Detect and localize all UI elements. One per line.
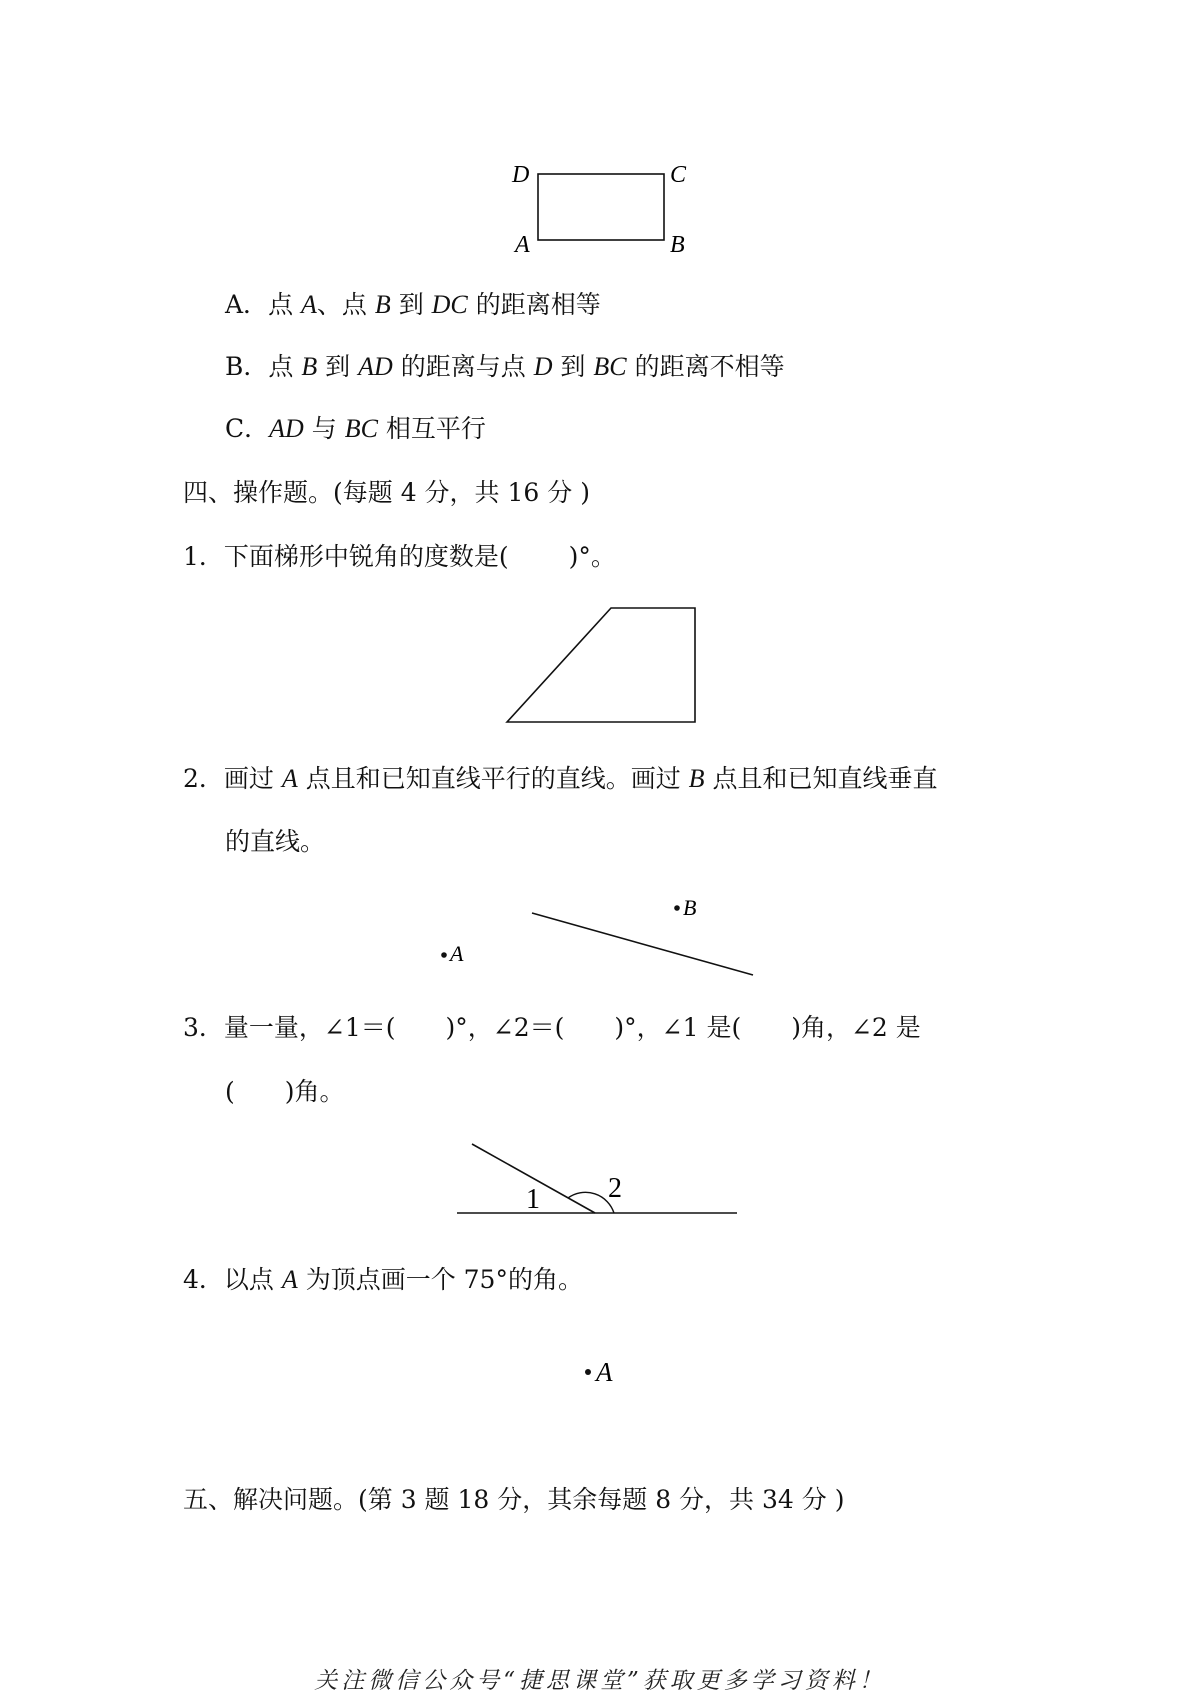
option-c: C．AD 与 BC 相互平行 bbox=[225, 414, 486, 443]
question-2-line-2: 的直线。 bbox=[225, 827, 326, 856]
point-a-label: A bbox=[450, 941, 464, 966]
vertex-label-d: D bbox=[512, 162, 530, 188]
section-4-title: 四、操作题。(每题 4 分，共 16 分 ) bbox=[183, 478, 590, 507]
vertex-label-c: C bbox=[670, 162, 687, 188]
section-5-title: 五、解决问题。(第 3 题 18 分，其余每题 8 分，共 34 分 ) bbox=[183, 1485, 845, 1514]
angle-label-2: 2 bbox=[608, 1173, 622, 1204]
question-2-line-1: 2．画过 A 点且和已知直线平行的直线。画过 B 点且和已知直线垂直 bbox=[183, 764, 938, 793]
angle-label-1: 1 bbox=[526, 1184, 540, 1215]
parallel-perpendicular-figure bbox=[441, 895, 753, 975]
question-1: 1．下面梯形中锐角的度数是( )°。 bbox=[183, 542, 616, 571]
rectangle-abcd bbox=[538, 174, 664, 240]
footer-promo-text: 关注微信公众号“捷思课堂”获取更多学习资料！ bbox=[314, 1668, 886, 1694]
vertex-a-label: A bbox=[596, 1357, 613, 1387]
option-a: A．点 A、点 B 到 DC 的距离相等 bbox=[225, 290, 601, 319]
vertex-label-b: B bbox=[670, 232, 685, 258]
given-line bbox=[532, 913, 753, 975]
point-b-dot bbox=[674, 905, 680, 911]
option-b: B．点 B 到 AD 的距离与点 D 到 BC 的距离不相等 bbox=[225, 352, 785, 381]
question-3-line-2: ( )角。 bbox=[225, 1077, 345, 1106]
question-4: 4．以点 A 为顶点画一个 75°的角。 bbox=[183, 1265, 583, 1294]
question-3-line-1: 3．量一量，∠1＝( )°，∠2＝( )°，∠1 是( )角，∠2 是 bbox=[183, 1013, 921, 1042]
angle-figure bbox=[457, 1144, 737, 1215]
trapezoid-figure bbox=[507, 608, 695, 722]
vertex-label-a: A bbox=[515, 232, 530, 258]
vertex-a-dot bbox=[585, 1369, 591, 1375]
point-a-dot bbox=[441, 952, 447, 958]
vertex-point-figure bbox=[585, 1357, 613, 1387]
rectangle-figure bbox=[511, 162, 687, 258]
point-b-label: B bbox=[683, 895, 697, 920]
